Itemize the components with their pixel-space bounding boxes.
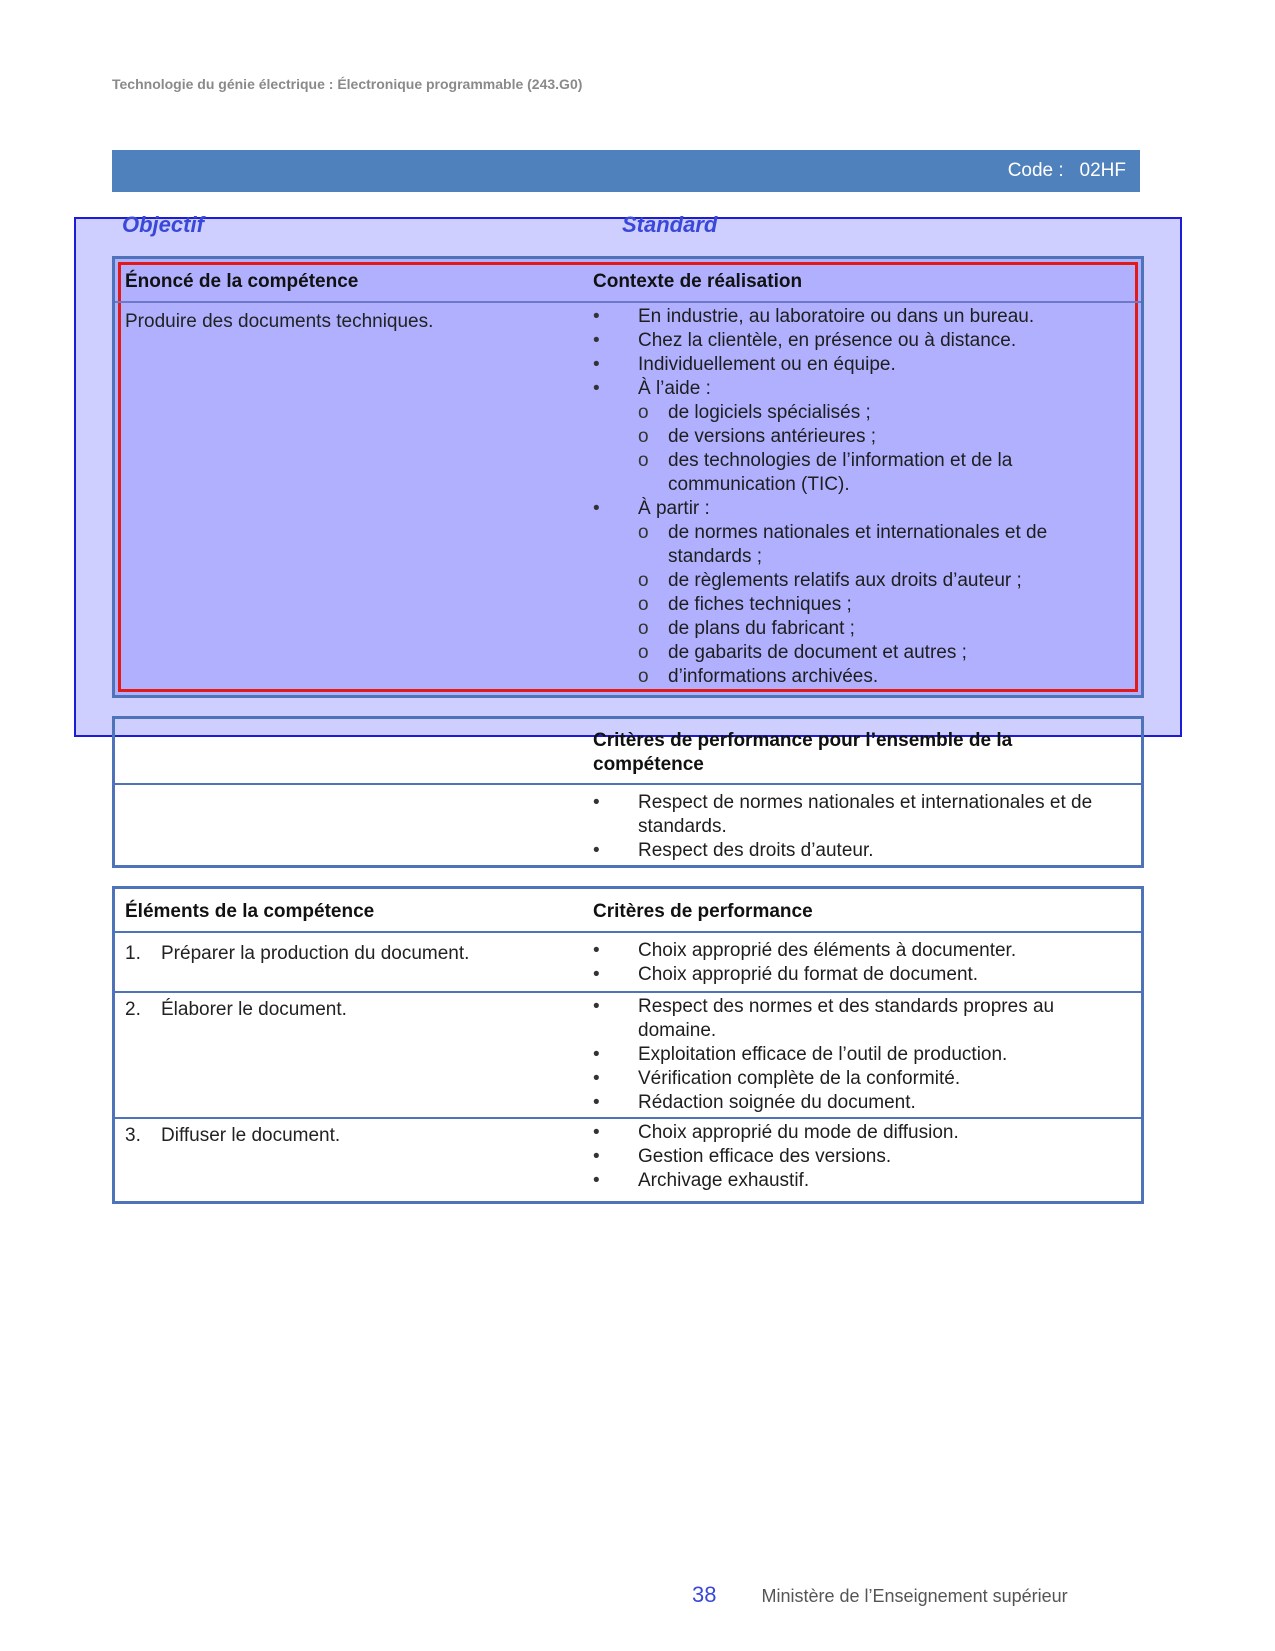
context-subitem-text: de gabarits de document et autres ; [668, 642, 967, 663]
context-subitem-text: d’informations archivées. [668, 666, 879, 687]
element-text [125, 943, 469, 965]
context-item-text: Individuellement ou en équipe. [638, 354, 896, 375]
code-band [112, 150, 1140, 192]
criterion-text: Exploitation efficace de l’outil de production. [638, 1044, 1008, 1065]
objective-heading: Objectif [122, 212, 204, 237]
element-text [125, 999, 347, 1021]
code-value: 02HF [1079, 160, 1126, 181]
context-subitem [638, 593, 1093, 617]
context-subitem [638, 641, 1093, 665]
element-number: 3. [125, 1125, 141, 1146]
criteria-list [593, 1121, 1113, 1193]
context-item-text: À partir : [638, 498, 710, 519]
divider [115, 931, 1141, 933]
criteria-list [593, 995, 1113, 1115]
element-label: Préparer la production du document. [161, 943, 470, 964]
criterion-text: Vérification complète de la conformité. [638, 1068, 961, 1089]
publisher: Ministère de l’Enseignement supérieur [761, 1586, 1068, 1606]
criterion [593, 963, 1113, 987]
divider [115, 783, 1141, 785]
overall-criteria-list [593, 791, 1133, 863]
context-subitem-text: de normes nationales et internationales et de standards ; [668, 522, 1048, 567]
criterion [593, 1169, 1113, 1193]
context-subitem-text: de règlements relatifs aux droits d’auteur ; [668, 570, 1022, 591]
element-row [115, 1121, 1141, 1201]
criterion-text: Archivage exhaustif. [638, 1170, 810, 1191]
context-item [593, 377, 1093, 497]
context-subitem-text: de versions antérieures ; [668, 426, 877, 447]
criterion-text: Choix approprié des éléments à documenter. [638, 940, 1017, 961]
context-subitem-text: des technologies de l’information et de la communication (TIC). [668, 450, 1013, 495]
context-item [593, 353, 1093, 377]
context-header: Contexte de réalisation [593, 271, 803, 292]
element-row [115, 939, 1141, 995]
context-item [593, 329, 1093, 353]
page-footer [692, 1582, 1068, 1608]
element-text [125, 1125, 340, 1147]
overall-criterion [593, 791, 1133, 839]
divider [115, 1117, 1141, 1119]
criterion [593, 1091, 1113, 1115]
competence-statement-header: Énoncé de la compétence [125, 271, 359, 292]
context-subitem [638, 449, 1093, 497]
divider [115, 991, 1141, 993]
context-sublist [638, 521, 1093, 689]
overall-criterion-text: Respect de normes nationales et internationales et de standards. [638, 792, 1093, 837]
criterion-text: Respect des normes et des standards propres au domaine. [638, 996, 1055, 1041]
criteria-list [593, 939, 1113, 987]
context-item [593, 305, 1093, 329]
competence-statement: Produire des documents techniques. [125, 311, 434, 332]
element-number: 1. [125, 943, 141, 964]
element-number: 2. [125, 999, 141, 1020]
overall-criterion [593, 839, 1133, 863]
criterion [593, 1043, 1113, 1067]
course-code [1008, 160, 1126, 182]
context-sublist [638, 401, 1093, 497]
element-label: Diffuser le document. [161, 1125, 341, 1146]
criterion-text: Choix approprié du format de document. [638, 964, 979, 985]
context-subitem [638, 521, 1093, 569]
context-item [593, 497, 1093, 689]
criterion [593, 1121, 1113, 1145]
context-item-text: Chez la clientèle, en présence ou à distance. [638, 330, 1017, 351]
running-header: Technologie du génie électrique : Électronique programmable (243.G0) [112, 76, 583, 92]
context-subitem [638, 617, 1093, 641]
context-list [593, 305, 1093, 689]
context-item-text: En industrie, au laboratoire ou dans un bureau. [638, 306, 1035, 327]
context-subitem-text: de plans du fabricant ; [668, 618, 855, 639]
element-row [115, 995, 1141, 1121]
criteria-header: Critères de performance [593, 901, 813, 922]
overall-criteria-header: Critères de performance pour l’ensemble de la compétence [593, 730, 1013, 775]
context-subitem-text: de fiches techniques ; [668, 594, 852, 615]
context-item-text: À l’aide : [638, 378, 711, 399]
elements-table [112, 886, 1144, 1204]
context-subitem [638, 425, 1093, 449]
criterion-text: Rédaction soignée du document. [638, 1092, 916, 1113]
page-number: 38 [692, 1582, 717, 1607]
criterion [593, 1145, 1113, 1169]
context-subitem [638, 401, 1093, 425]
divider [115, 301, 1141, 303]
overall-criterion-text: Respect des droits d’auteur. [638, 840, 874, 861]
overall-criteria-table [112, 716, 1144, 868]
code-label: Code : [1007, 160, 1064, 181]
element-label: Élaborer le document. [161, 999, 347, 1020]
criterion [593, 939, 1113, 963]
competence-table [112, 256, 1144, 698]
standard-heading: Standard [622, 212, 718, 237]
criterion-text: Choix approprié du mode de diffusion. [638, 1122, 959, 1143]
context-subitem [638, 665, 1093, 689]
context-subitem-text: de logiciels spécialisés ; [668, 402, 871, 423]
criterion [593, 1067, 1113, 1091]
criterion [593, 995, 1113, 1043]
context-subitem [638, 569, 1093, 593]
criterion-text: Gestion efficace des versions. [638, 1146, 892, 1167]
elements-header: Éléments de la compétence [125, 901, 375, 922]
